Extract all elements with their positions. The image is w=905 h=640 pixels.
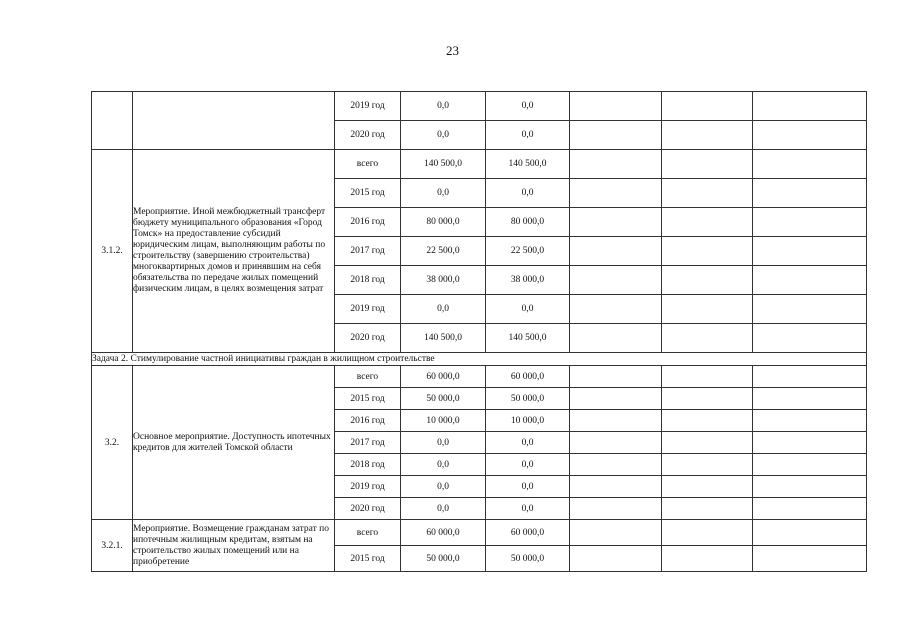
empty-cell bbox=[662, 520, 753, 546]
empty-cell bbox=[753, 520, 867, 546]
period-cell: 2020 год bbox=[335, 498, 401, 520]
period-cell: 2019 год bbox=[335, 92, 401, 121]
empty-cell bbox=[662, 92, 753, 121]
value-cell: 140 500,0 bbox=[401, 150, 486, 179]
empty-cell bbox=[662, 432, 753, 454]
empty-cell bbox=[570, 179, 662, 208]
value-cell: 10 000,0 bbox=[486, 410, 570, 432]
value-cell: 0,0 bbox=[401, 92, 486, 121]
period-cell: всего bbox=[335, 366, 401, 388]
empty-cell bbox=[570, 454, 662, 476]
period-cell: 2020 год bbox=[335, 121, 401, 150]
period-cell: 2017 год bbox=[335, 237, 401, 266]
value-cell: 140 500,0 bbox=[401, 324, 486, 353]
empty-cell bbox=[570, 520, 662, 546]
value-cell: 50 000,0 bbox=[486, 388, 570, 410]
item-description: Основное мероприятие. Доступность ипотечных кредитов для жителей Томской области bbox=[133, 366, 335, 520]
value-cell: 60 000,0 bbox=[486, 520, 570, 546]
empty-cell bbox=[662, 546, 753, 572]
empty-cell bbox=[570, 266, 662, 295]
table-row bbox=[92, 92, 867, 121]
empty-cell bbox=[662, 498, 753, 520]
empty-cell bbox=[753, 266, 867, 295]
empty-cell bbox=[753, 476, 867, 498]
empty-cell bbox=[753, 324, 867, 353]
value-cell: 0,0 bbox=[401, 121, 486, 150]
value-cell: 0,0 bbox=[486, 454, 570, 476]
empty-cell bbox=[570, 92, 662, 121]
value-cell: 60 000,0 bbox=[401, 520, 486, 546]
value-cell: 0,0 bbox=[401, 476, 486, 498]
empty-cell bbox=[662, 208, 753, 237]
empty-cell bbox=[570, 208, 662, 237]
table-row bbox=[92, 150, 867, 179]
value-cell: 22 500,0 bbox=[401, 237, 486, 266]
budget-table bbox=[91, 91, 867, 572]
empty-cell bbox=[570, 237, 662, 266]
empty-cell bbox=[662, 410, 753, 432]
empty-cell bbox=[570, 295, 662, 324]
empty-cell bbox=[662, 366, 753, 388]
period-cell: 2015 год bbox=[335, 546, 401, 572]
empty-cell bbox=[570, 410, 662, 432]
period-cell: 2015 год bbox=[335, 388, 401, 410]
value-cell: 0,0 bbox=[401, 498, 486, 520]
empty-cell bbox=[570, 388, 662, 410]
item-description: Мероприятие. Иной межбюджетный трансферт бюджету муниципального образования «Город Томск» на предоставление субсидий юридическим лицам, выполняющим работы по строительству (завершению строительства) многоквартирных домов и принявшим на себя обязательства по передаче жилых помещений физическим лицам, в целях возмещения затрат bbox=[133, 150, 335, 353]
value-cell: 140 500,0 bbox=[486, 150, 570, 179]
table-row bbox=[92, 353, 867, 366]
item-number: 3.1.2. bbox=[92, 150, 133, 353]
empty-cell bbox=[570, 324, 662, 353]
empty-cell bbox=[570, 476, 662, 498]
empty-cell bbox=[570, 432, 662, 454]
empty-cell bbox=[662, 266, 753, 295]
empty-cell bbox=[753, 295, 867, 324]
empty-cell bbox=[570, 121, 662, 150]
value-cell: 0,0 bbox=[486, 476, 570, 498]
period-cell: 2018 год bbox=[335, 266, 401, 295]
empty-cell bbox=[753, 546, 867, 572]
empty-cell bbox=[662, 150, 753, 179]
period-cell: 2019 год bbox=[335, 295, 401, 324]
period-cell: 2017 год bbox=[335, 432, 401, 454]
empty-cell bbox=[753, 92, 867, 121]
value-cell: 0,0 bbox=[401, 432, 486, 454]
empty-cell bbox=[662, 324, 753, 353]
value-cell: 50 000,0 bbox=[401, 388, 486, 410]
value-cell: 0,0 bbox=[401, 179, 486, 208]
empty-cell bbox=[570, 150, 662, 179]
table-row bbox=[92, 366, 867, 388]
value-cell: 38 000,0 bbox=[401, 266, 486, 295]
period-cell: всего bbox=[335, 520, 401, 546]
value-cell: 0,0 bbox=[401, 295, 486, 324]
empty-cell bbox=[753, 237, 867, 266]
empty-cell bbox=[753, 388, 867, 410]
empty-cell bbox=[753, 150, 867, 179]
empty-cell bbox=[753, 454, 867, 476]
value-cell: 50 000,0 bbox=[401, 546, 486, 572]
empty-cell bbox=[753, 410, 867, 432]
period-cell: 2016 год bbox=[335, 410, 401, 432]
empty-cell bbox=[662, 454, 753, 476]
empty-cell bbox=[753, 366, 867, 388]
value-cell: 0,0 bbox=[486, 121, 570, 150]
empty-description-cell bbox=[133, 92, 335, 150]
empty-cell bbox=[570, 546, 662, 572]
empty-cell bbox=[570, 498, 662, 520]
table-row bbox=[92, 520, 867, 546]
empty-cell bbox=[753, 432, 867, 454]
empty-cell bbox=[753, 121, 867, 150]
task-heading: Задача 2. Стимулирование частной инициативы граждан в жилищном строительстве bbox=[92, 353, 867, 366]
period-cell: 2015 год bbox=[335, 179, 401, 208]
value-cell: 80 000,0 bbox=[401, 208, 486, 237]
value-cell: 0,0 bbox=[486, 92, 570, 121]
value-cell: 0,0 bbox=[486, 498, 570, 520]
item-number: 3.2. bbox=[92, 366, 133, 520]
period-cell: 2016 год bbox=[335, 208, 401, 237]
empty-cell bbox=[662, 121, 753, 150]
empty-cell bbox=[662, 179, 753, 208]
empty-cell bbox=[662, 237, 753, 266]
empty-cell bbox=[753, 498, 867, 520]
item-description: Мероприятие. Возмещение гражданам затрат по ипотечным жилищным кредитам, взятым на строительство жилых помещений или на приобретение bbox=[133, 520, 335, 572]
value-cell: 0,0 bbox=[486, 432, 570, 454]
value-cell: 0,0 bbox=[401, 454, 486, 476]
period-cell: 2020 год bbox=[335, 324, 401, 353]
empty-cell bbox=[753, 208, 867, 237]
value-cell: 140 500,0 bbox=[486, 324, 570, 353]
empty-cell bbox=[662, 388, 753, 410]
empty-cell bbox=[753, 179, 867, 208]
period-cell: 2019 год bbox=[335, 476, 401, 498]
value-cell: 60 000,0 bbox=[486, 366, 570, 388]
value-cell: 0,0 bbox=[486, 295, 570, 324]
period-cell: 2018 год bbox=[335, 454, 401, 476]
empty-cell bbox=[662, 295, 753, 324]
value-cell: 0,0 bbox=[486, 179, 570, 208]
period-cell: всего bbox=[335, 150, 401, 179]
page-number: 23 bbox=[446, 43, 459, 58]
value-cell: 80 000,0 bbox=[486, 208, 570, 237]
empty-number-cell bbox=[92, 92, 133, 150]
empty-cell bbox=[662, 476, 753, 498]
value-cell: 50 000,0 bbox=[486, 546, 570, 572]
value-cell: 60 000,0 bbox=[401, 366, 486, 388]
value-cell: 38 000,0 bbox=[486, 266, 570, 295]
value-cell: 10 000,0 bbox=[401, 410, 486, 432]
value-cell: 22 500,0 bbox=[486, 237, 570, 266]
item-number: 3.2.1. bbox=[92, 520, 133, 572]
empty-cell bbox=[570, 366, 662, 388]
